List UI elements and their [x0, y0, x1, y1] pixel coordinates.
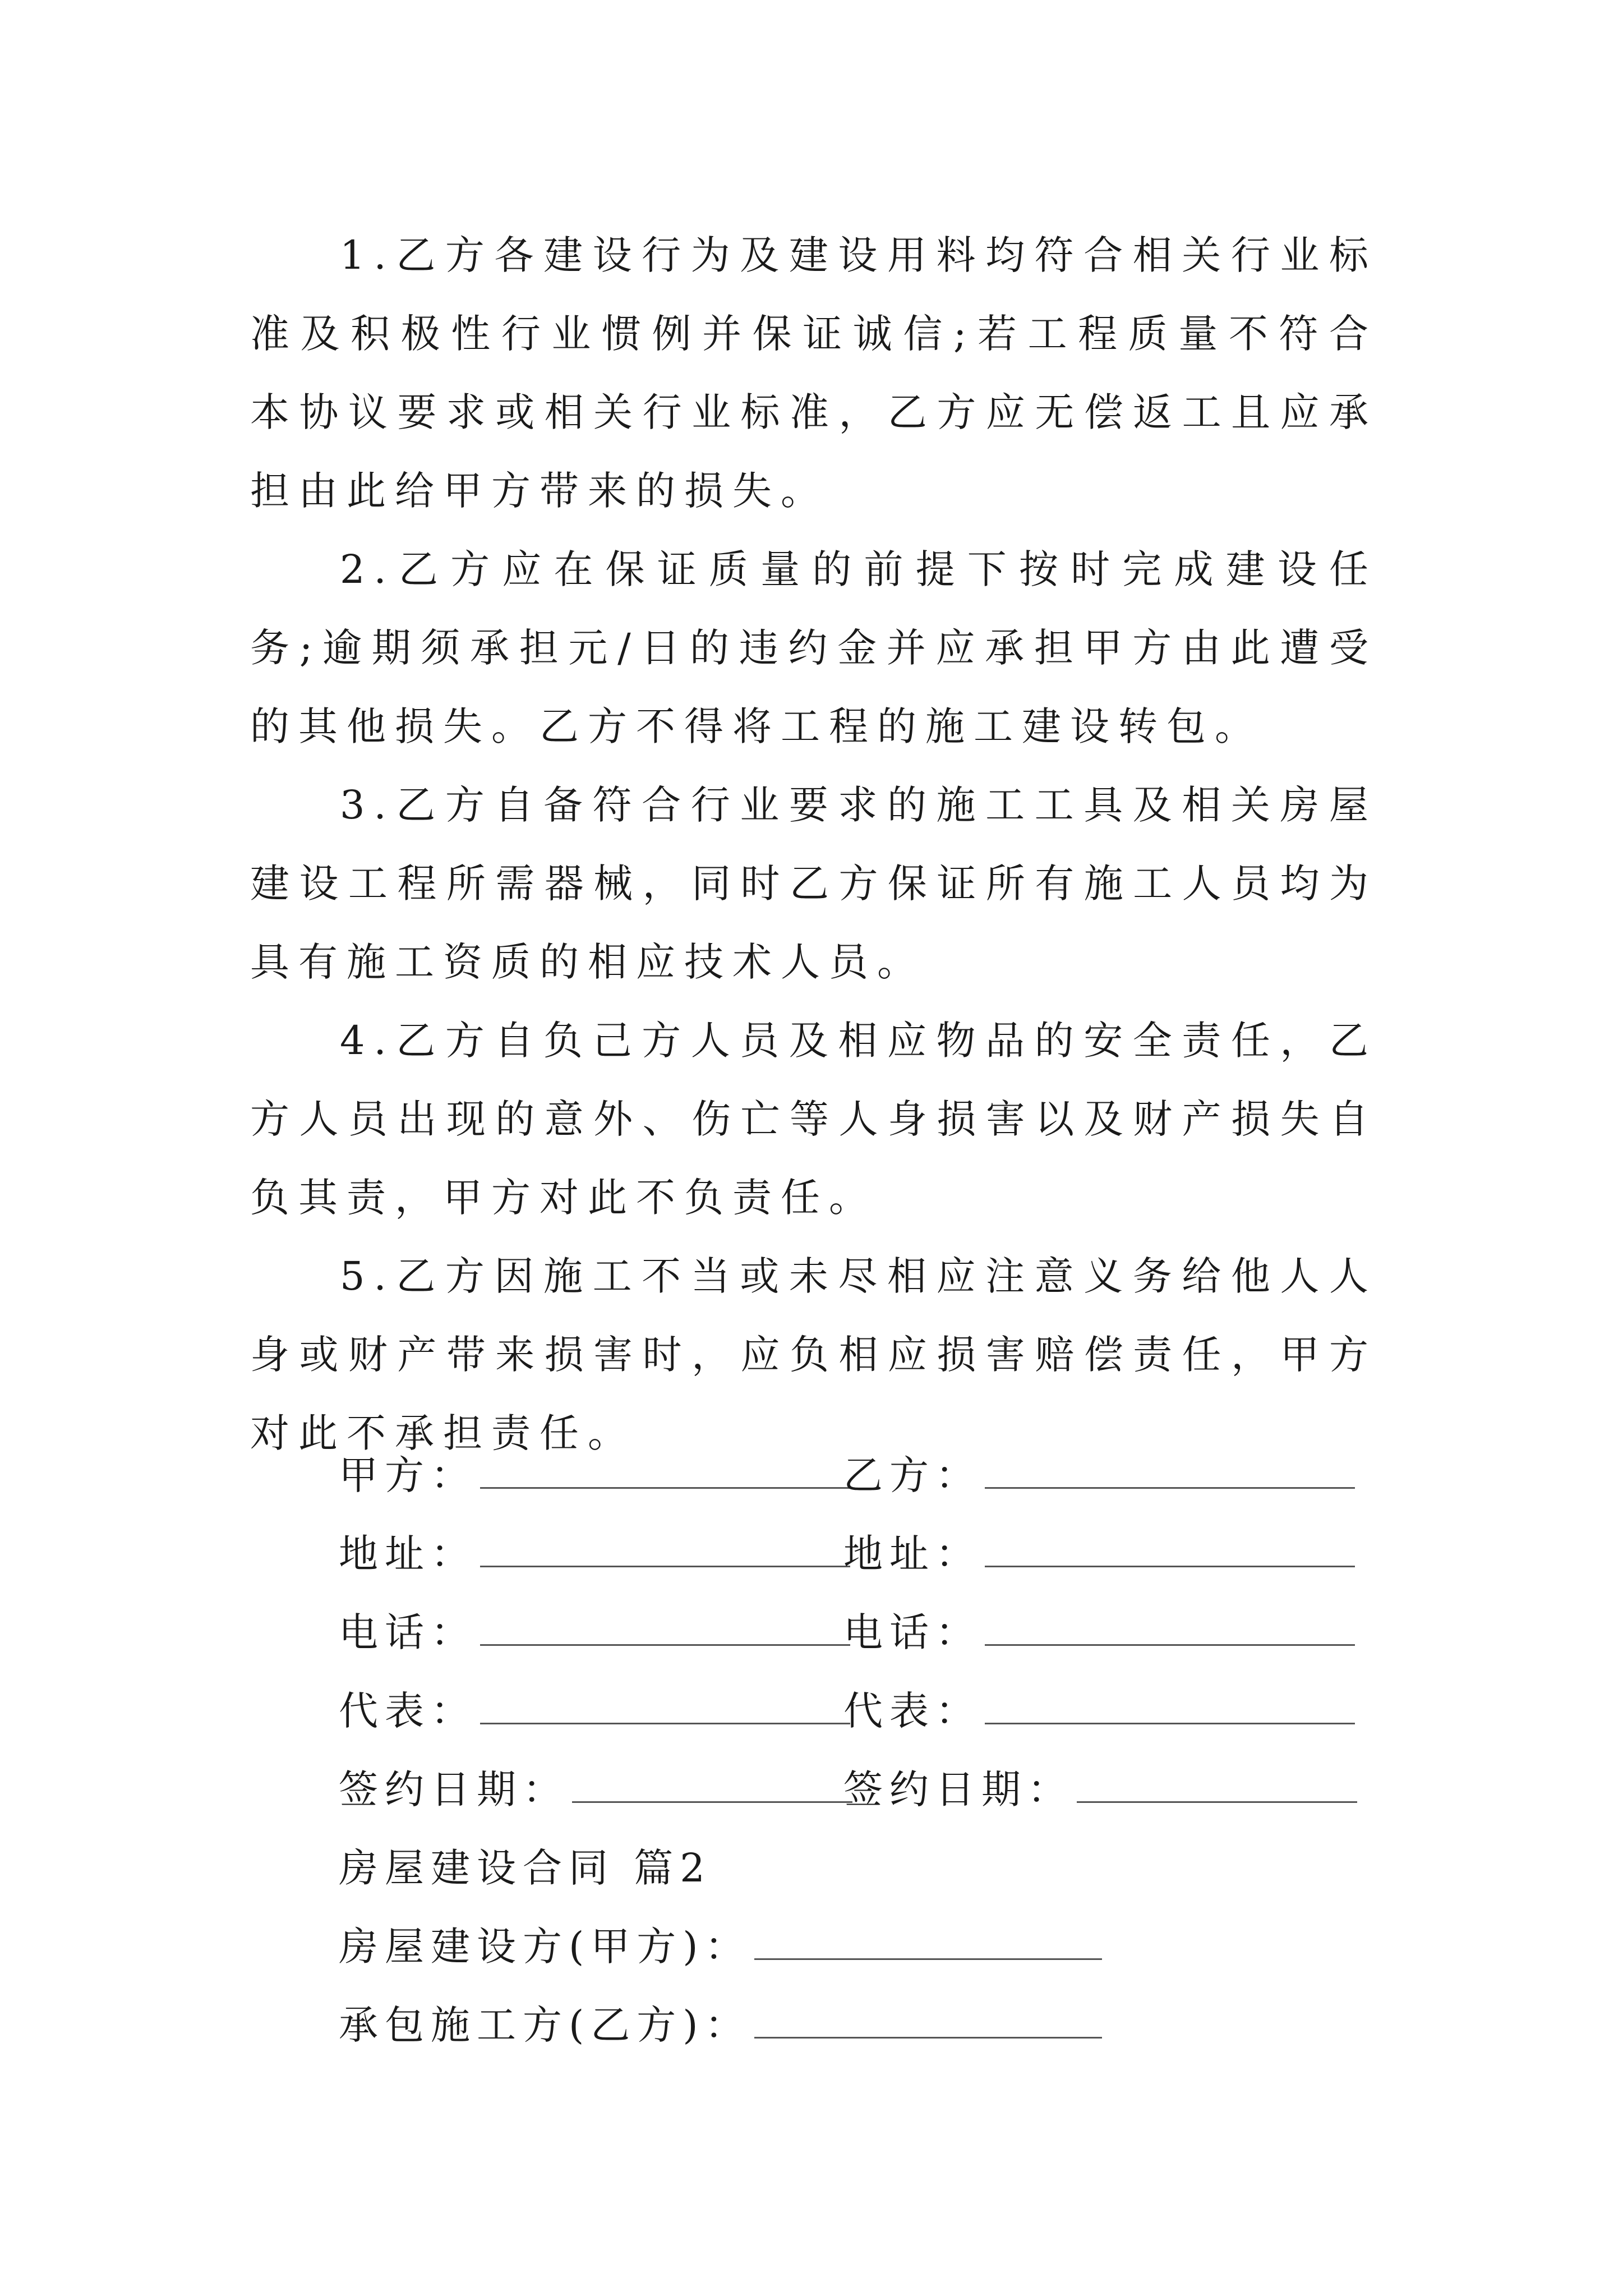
party-row	[339, 1436, 1404, 1515]
party-b-phone-blank[interactable]	[985, 1611, 1355, 1646]
clause-5: 5.乙方因施工不当或未尽相应注意义务给他人人身或财产带来损害时，应负相应损害赔偿责任，甲方对此不承担责任。	[250, 1253, 1377, 1456]
party-a-date-cell	[339, 1750, 852, 1829]
party-b-address-blank[interactable]	[985, 1532, 1355, 1567]
phone-row	[339, 1593, 1404, 1672]
party-a-representative-blank[interactable]	[480, 1689, 850, 1724]
contractor-blank[interactable]	[754, 2003, 1102, 2039]
party-a-blank[interactable]	[480, 1453, 850, 1489]
party-b-phone-label: 电话：	[843, 1609, 981, 1655]
party-a-address-cell	[339, 1515, 850, 1593]
clause-3: 3.乙方自备符合行业要求的施工工具及相关房屋建设工程所需器械，同时乙方保证所有施工人员均为具有施工资质的相应技术人员。	[250, 782, 1377, 985]
party-b-representative-cell	[843, 1672, 1355, 1750]
party-b-date-blank[interactable]	[1077, 1768, 1357, 1803]
party-a-cell	[339, 1436, 850, 1515]
address-row	[339, 1515, 1404, 1593]
representative-row	[339, 1672, 1404, 1750]
party-a-address-label: 地址：	[339, 1531, 477, 1577]
contractor-label: 承包施工方(乙方)：	[339, 2002, 751, 2048]
party-a-date-label: 签约日期：	[339, 1766, 569, 1812]
clause-1: 1.乙方各建设行为及建设用料均符合相关行业标准及积极性行业惯例并保证诚信;若工程质量不符合本协议要求或相关行业标准，乙方应无偿返工且应承担由此给甲方带来的损失。	[250, 232, 1377, 514]
section-2-title: 房屋建设合同 篇2	[339, 1845, 712, 1891]
party-a-address-blank[interactable]	[480, 1532, 850, 1567]
party-b-label: 乙方：	[843, 1452, 981, 1498]
party-a-phone-label: 电话：	[339, 1609, 477, 1655]
party-b-date-cell	[843, 1750, 1357, 1829]
party-a-phone-cell	[339, 1593, 850, 1672]
party-b-address-label: 地址：	[843, 1531, 981, 1577]
signature-block	[339, 1436, 1404, 2064]
party-a-representative-label: 代表：	[339, 1688, 477, 1734]
contract-clauses	[250, 216, 1377, 1473]
party-a-date-blank[interactable]	[572, 1768, 852, 1803]
party-b-representative-blank[interactable]	[985, 1689, 1355, 1724]
contractor-row	[339, 1986, 1404, 2064]
clause-2: 2.乙方应在保证质量的前提下按时完成建设任务;逾期须承担元/日的违约金并应承担甲方由此遭受的其他损失。乙方不得将工程的施工建设转包。	[250, 546, 1377, 749]
party-b-representative-label: 代表：	[843, 1688, 981, 1734]
party-b-blank[interactable]	[985, 1453, 1355, 1489]
builder-row	[339, 1907, 1404, 1986]
clause-4: 4.乙方自负己方人员及相应物品的安全责任，乙方人员出现的意外、伤亡等人身损害以及财产损失自负其责，甲方对此不负责任。	[250, 1018, 1377, 1221]
party-a-label: 甲方：	[339, 1452, 477, 1498]
party-b-phone-cell	[843, 1593, 1355, 1672]
party-a-phone-blank[interactable]	[480, 1611, 850, 1646]
party-b-cell	[843, 1436, 1355, 1515]
party-b-date-label: 签约日期：	[843, 1766, 1073, 1812]
builder-blank[interactable]	[754, 1925, 1102, 1960]
party-a-representative-cell	[339, 1672, 850, 1750]
party-b-address-cell	[843, 1515, 1355, 1593]
builder-label: 房屋建设方(甲方)：	[339, 1924, 751, 1970]
sign-date-row	[339, 1750, 1404, 1829]
